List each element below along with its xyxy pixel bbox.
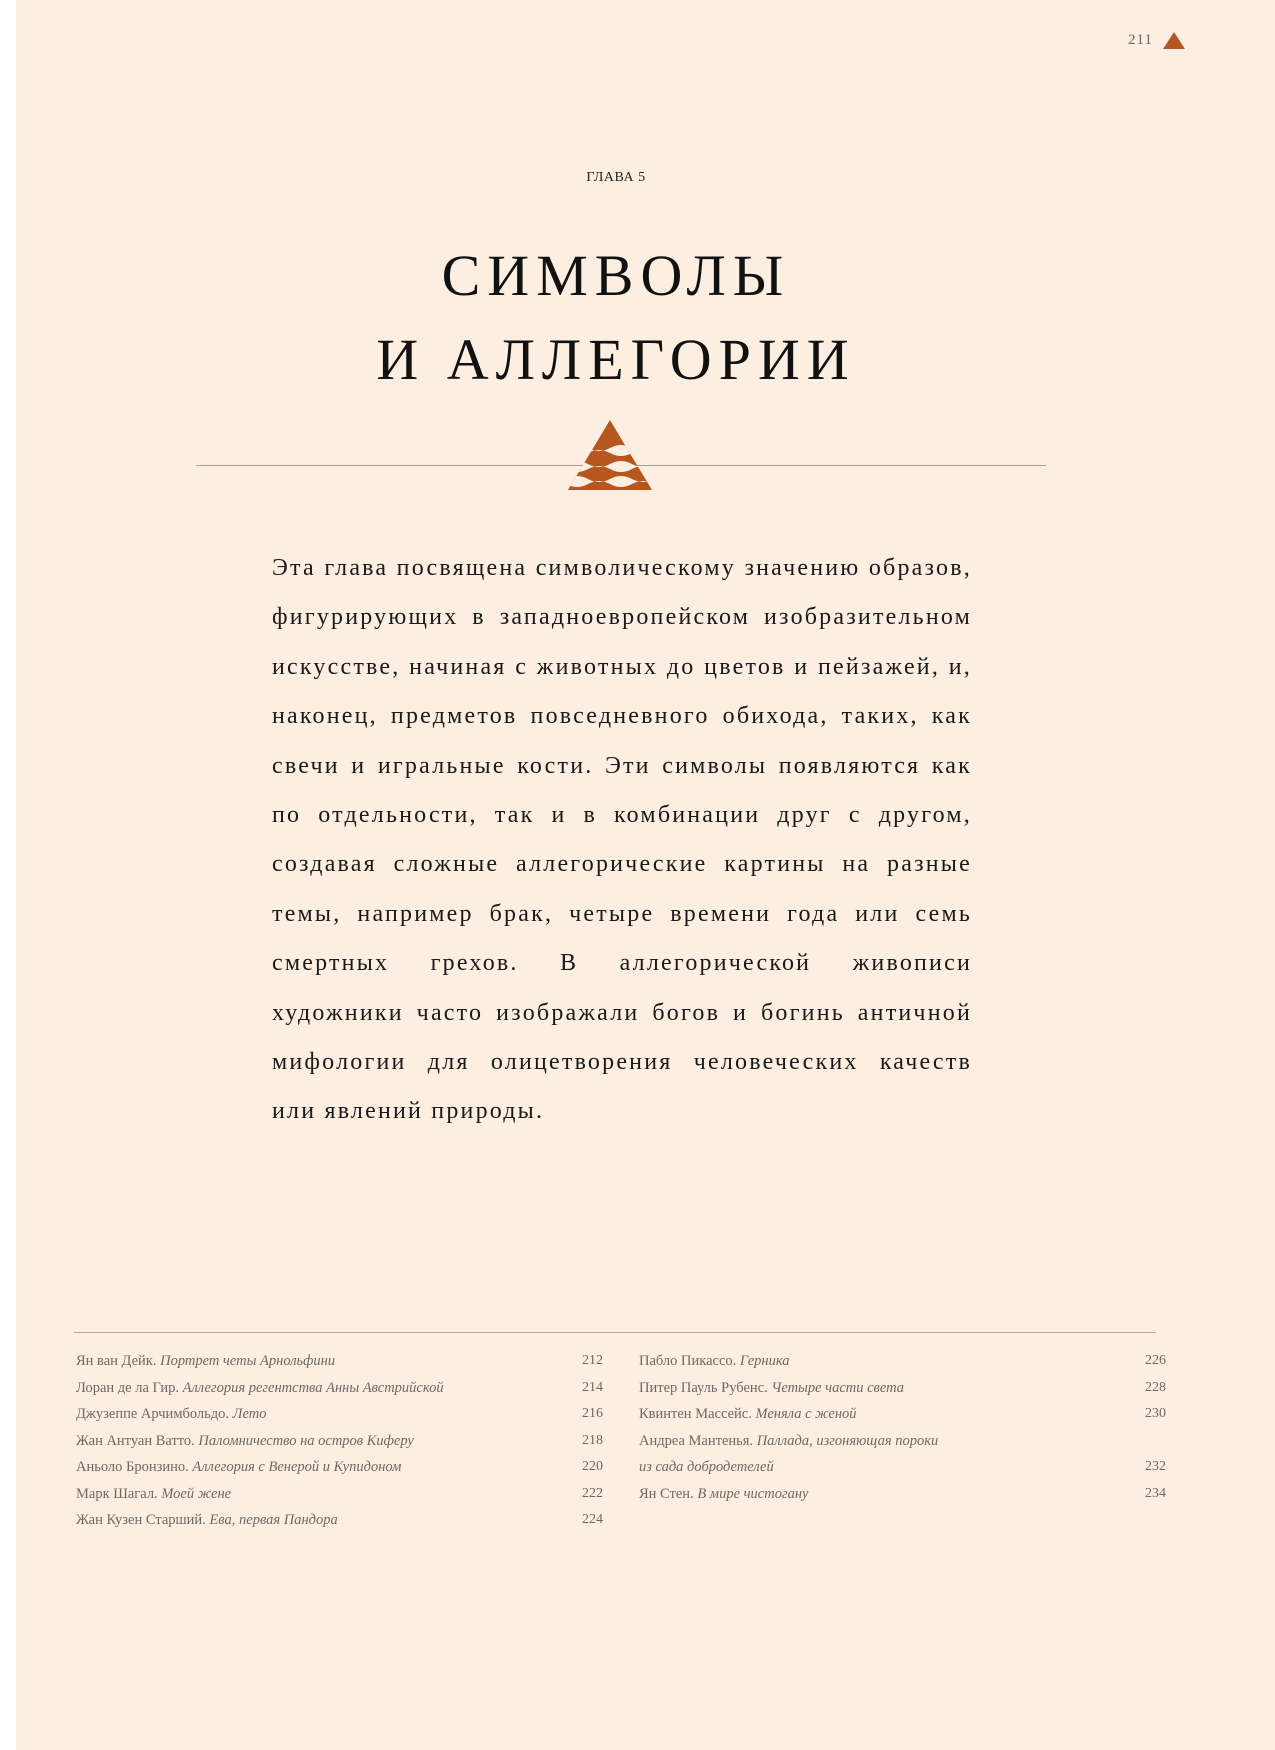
entry-page: 212 xyxy=(582,1353,603,1368)
contents-entry xyxy=(639,1481,1166,1508)
entry-page: 234 xyxy=(1145,1485,1166,1501)
entry-page: 222 xyxy=(582,1485,603,1501)
contents-entry xyxy=(76,1454,603,1481)
entry-title: Герника xyxy=(739,1353,790,1369)
entry-author: Ян Стен. xyxy=(639,1485,698,1502)
entry-title: Аллегория с Венерой и Купидоном xyxy=(192,1459,402,1475)
entry-title: Четыре части света xyxy=(771,1379,904,1396)
entry-author: Питер Пауль Рубенс. xyxy=(639,1379,772,1396)
contents-column-left xyxy=(76,1348,603,1534)
entry-page: 232 xyxy=(1145,1459,1166,1474)
entry-author: Жан Кузен Старший. xyxy=(76,1512,210,1528)
entry-page: 230 xyxy=(1145,1406,1166,1421)
entry-page: 226 xyxy=(1145,1353,1166,1368)
contents-entry xyxy=(76,1507,603,1534)
entry-page: 214 xyxy=(582,1379,603,1395)
toc-divider xyxy=(74,1332,1156,1333)
entry-title: Паллада, изгоняющая пороки xyxy=(756,1432,939,1449)
contents-column-right xyxy=(639,1348,1166,1534)
page-number: 211 xyxy=(1128,32,1153,48)
contents-entry xyxy=(639,1375,1166,1402)
contents-entry xyxy=(639,1348,1166,1375)
entry-title: Аллегория регентства Анны Австрийской xyxy=(182,1379,444,1396)
contents-entry xyxy=(639,1428,1166,1455)
wave-pyramid-emblem-icon xyxy=(566,418,654,492)
contents-entry xyxy=(76,1428,603,1455)
entry-page: 224 xyxy=(582,1512,603,1527)
entry-author: Аньоло Бронзино. xyxy=(76,1459,193,1475)
entry-author: Ян ван Дейк. xyxy=(76,1353,161,1369)
entry-page: 220 xyxy=(582,1459,603,1474)
entry-author: Квинтен Массейс. xyxy=(639,1406,756,1422)
chapter-title-line-2: И АЛЛЕГОРИИ xyxy=(376,327,856,392)
entry-title: Меняла с женой xyxy=(755,1406,857,1422)
chapter-intro-text: Эта глава посвящена символическому значению образов, фигурирующих в западноевропейском изобразительном искусстве, начиная с животных до цветов и пейзажей, и, наконец, предметов повседневного обихода, таких, как свечи и игральные кости. Эти символы появляются как по отдельности, так и в комбинации друг с другом, создавая сложные аллегорические картины на разные темы, например брак, четыре времени года или семь смертных грехов. В аллегорической живописи художники часто изображали богов и богинь античной мифологии для олицетворения человеческих качеств или явлений природы. xyxy=(272,555,972,1125)
page-header xyxy=(1128,32,1185,49)
entry-title: Лето xyxy=(232,1406,267,1422)
contents-entry xyxy=(76,1348,603,1375)
contents-entry xyxy=(76,1401,603,1428)
chapter-title-line-1: СИМВОЛЫ xyxy=(441,243,791,308)
chapter-contents xyxy=(76,1348,1166,1534)
entry-page: 218 xyxy=(582,1432,603,1448)
entry-title: Паломничество на остров Киферу xyxy=(198,1432,414,1449)
entry-author: Марк Шагал. xyxy=(76,1485,162,1502)
contents-entry xyxy=(76,1375,603,1402)
entry-title: В мире чистогану xyxy=(697,1485,809,1502)
entry-author: Джузеппе Арчимбольдо. xyxy=(76,1406,233,1422)
entry-title: Ева, первая Пандора xyxy=(209,1512,338,1528)
entry-author: Пабло Пикассо. xyxy=(639,1353,740,1369)
chapter-title xyxy=(16,234,1216,402)
contents-entry xyxy=(639,1454,1166,1481)
entry-author: Андреа Мантенья. xyxy=(639,1432,757,1449)
chapter-label: ГЛАВА 5 xyxy=(586,170,646,185)
entry-title: Портрет четы Арнольфини xyxy=(160,1353,336,1369)
entry-title: из сада добродетелей xyxy=(639,1459,774,1475)
contents-entry xyxy=(639,1401,1166,1428)
triangle-ornament-icon xyxy=(1163,32,1185,49)
contents-entry xyxy=(76,1481,603,1508)
entry-page: 216 xyxy=(582,1406,603,1421)
entry-author: Жан Антуан Ватто. xyxy=(76,1432,199,1449)
entry-page: 228 xyxy=(1145,1379,1166,1395)
entry-author: Лоран де ла Гир. xyxy=(76,1379,183,1396)
book-page xyxy=(16,0,1275,1750)
entry-title: Моей жене xyxy=(161,1485,232,1502)
